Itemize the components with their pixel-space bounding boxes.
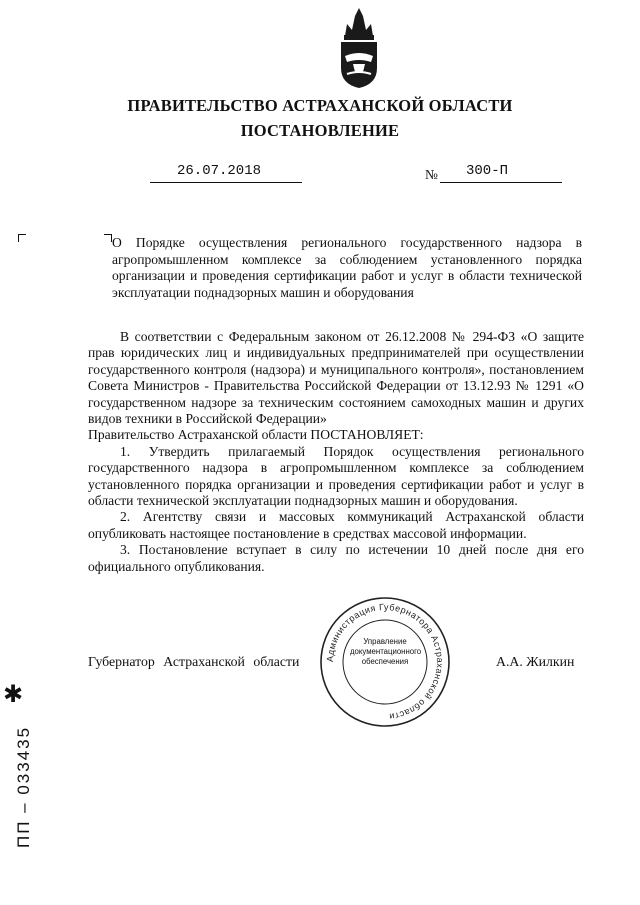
decree-paragraph: Правительство Астраханской области ПОСТАНОВЛЯЕТ: xyxy=(88,427,424,443)
document-subject: О Порядке осуществления регионального государственного надзора в агропромышленном комплексе за соблюдением установленного порядка организации и проведения сертификации работ и услуг в области технической эксплуатации поднадзорных машин и оборудования xyxy=(112,235,582,300)
stamp-ring-text: Администрация Губернатора Астраханской области xyxy=(324,601,446,722)
registration-mark: ✱ xyxy=(3,680,24,708)
document-number: 300-П xyxy=(466,163,509,179)
stamp-line-1: Управление xyxy=(363,637,407,646)
signer-name: А.А. Жилкин xyxy=(496,654,575,669)
document-body xyxy=(88,329,584,575)
number-underline xyxy=(440,182,562,183)
registration-code: ПП – 033435 xyxy=(14,725,33,848)
government-title: ПРАВИТЕЛЬСТВО АСТРАХАНСКОЙ ОБЛАСТИ xyxy=(127,96,513,115)
item-3-paragraph: 3. Постановление вступает в силу по истечении 10 дней после дня его официального опубликования. xyxy=(88,542,584,574)
document-date: 26.07.2018 xyxy=(177,163,262,179)
stamp-line-2: документационного xyxy=(350,647,422,656)
subject-bracket-left xyxy=(18,234,26,242)
preamble-paragraph: В соответствии с Федеральным законом от 26.12.2008 № 294-ФЗ «О защите прав юридических лиц и индивидуальных предпринимателей при осуществлении государственного контроля (надзора) и муниципального контроля», постановлением Совета Министров - Правительства Российской Федерации от 13.12.93 № 1291 «О государственном надзоре за техническим состоянием самоходных машин и других видов техники в Российской Федерации» xyxy=(88,329,584,427)
number-sign: № xyxy=(425,167,438,182)
item-2-paragraph: 2. Агентству связи и массовых коммуникаций Астраханской области опубликовать настоящее постановление в средствах массовой информации. xyxy=(88,509,584,541)
signer-title: Губернатор Астраханской области xyxy=(88,654,300,669)
coat-of-arms-emblem xyxy=(333,6,385,90)
date-underline xyxy=(150,182,302,183)
stamp-line-3: обеспечения xyxy=(361,657,409,666)
stamp-center-text xyxy=(350,637,420,667)
document-type: ПОСТАНОВЛЕНИЕ xyxy=(240,121,400,140)
subject-bracket-right xyxy=(104,234,112,242)
item-1-paragraph: 1. Утвердить прилагаемый Порядок осуществления регионального государственного надзора в агропромышленном комплексе за соблюдением установленного порядка организации и проведения сертификации работ и услуг в области технической эксплуатации поднадзорных машин и оборудования. xyxy=(88,443,584,509)
